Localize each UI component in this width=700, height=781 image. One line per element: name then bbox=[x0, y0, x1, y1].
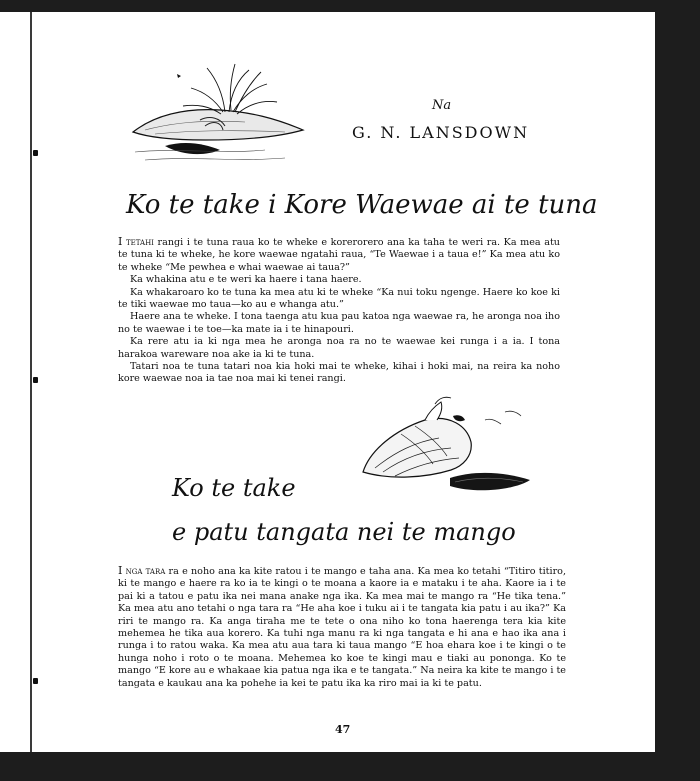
story2-small-caps: nga tara bbox=[125, 566, 166, 577]
story1-body bbox=[118, 236, 560, 386]
story1-small-caps: tetahi bbox=[125, 237, 154, 248]
story1-title: Ko te take i Kore Waewae ai te tuna bbox=[126, 190, 598, 220]
story2-paragraph-text: ra e noho ana ka kite ratou i te mango e taha ana. Ka mea ko tetahi “Titiro titiro, ki te mango e haere ra ko ia te kingi o te moana a kaore ia e mataku i te aha. Kaore ia i te pai ki a tatou e patu ika nei mana anake nga ika. Ka mea mai te mango ra “He tika tena.” Ka mea atu ano tetahi o nga tara ra “He aha koe i tuku ai i te tangata kia patu i au ika?” Ka riri te mango ra. Ka anga tiraha me te tete o ona niho ko tona haerenga tera kia kite mehemea he tika aua korero. Ka tuhi nga manu ra ki nga tangata e hi ana e hao ika ana i runga i to ratou waka. Ka mea atu aua tara ki taua mango “E hoa ehara koe i te kingi o te hunga noho i roto o te moana. Mehemea ko koe te kingi mau e tiaki au pononga. Ko te mango “E kore au e whakaae kia patua nga ika e te tangata.” Na neira ka kite te mango i te tangata e kaukau ana ka pohehe ia kei te patu ika ka riro mai ia ki te patu. bbox=[118, 566, 566, 689]
binding-mark bbox=[33, 678, 38, 684]
story1-paragraph: Ka whakaroaro ko te tuna ka mea atu ki te wheke “Ka nui toku ngenge. Haere ko koe ki te tiki waewae mo taua—ko au e whanga atu.” bbox=[118, 286, 560, 311]
author-name: G. N. LANSDOWN bbox=[352, 123, 530, 142]
story2-title-line1: Ko te take bbox=[172, 474, 296, 502]
creature-illustration bbox=[355, 390, 535, 502]
author-prefix: Na bbox=[432, 98, 452, 113]
book-page bbox=[0, 12, 655, 752]
story1-paragraph: Tatari noa te tuna tatari noa kia hoki mai te wheke, kihai i hoki mai, na reira ka noho kore waewae noa ia tae noa mai ki tenei rangi. bbox=[118, 361, 560, 385]
story2-body bbox=[118, 565, 566, 690]
story1-paragraph: Haere ana te wheke. I tona taenga atu kua pau katoa nga waewae ra, he aronga noa iho no te waewae i te toe—ka mate ia i te hinapouri. bbox=[118, 311, 560, 335]
page-spine bbox=[30, 12, 32, 752]
binding-mark bbox=[33, 377, 38, 383]
story1-paragraph: Ka whakina atu e te weri ka haere i tana haere. bbox=[130, 274, 362, 286]
story1-paragraph: Ka rere atu ia ki nga mea he aronga noa ra no te waewae kei runga i a ia. I tona harakoa wareware noa ake ia ki te tuna. bbox=[118, 336, 560, 360]
story2-paragraph bbox=[118, 565, 566, 690]
story1-drop-letter: I bbox=[118, 235, 123, 248]
island-illustration bbox=[125, 60, 315, 170]
story1-paragraph bbox=[118, 236, 560, 274]
story1-paragraph-text: rangi i te tuna raua ko te wheke e korerorero ana ka taha te weri ra. Ka mea atu te tuna ki te wheke, he kore waewae ngatahi raua, “Te Waewae i a taua e!” Ka mea atu ko te wheke “Me pewhea e whai waewae ai taua?” bbox=[118, 237, 560, 273]
binding-mark bbox=[33, 150, 38, 156]
story2-drop-letter: I bbox=[118, 564, 123, 577]
story2-title-line2: e patu tangata nei te mango bbox=[172, 518, 516, 546]
page-number: 47 bbox=[335, 723, 351, 736]
